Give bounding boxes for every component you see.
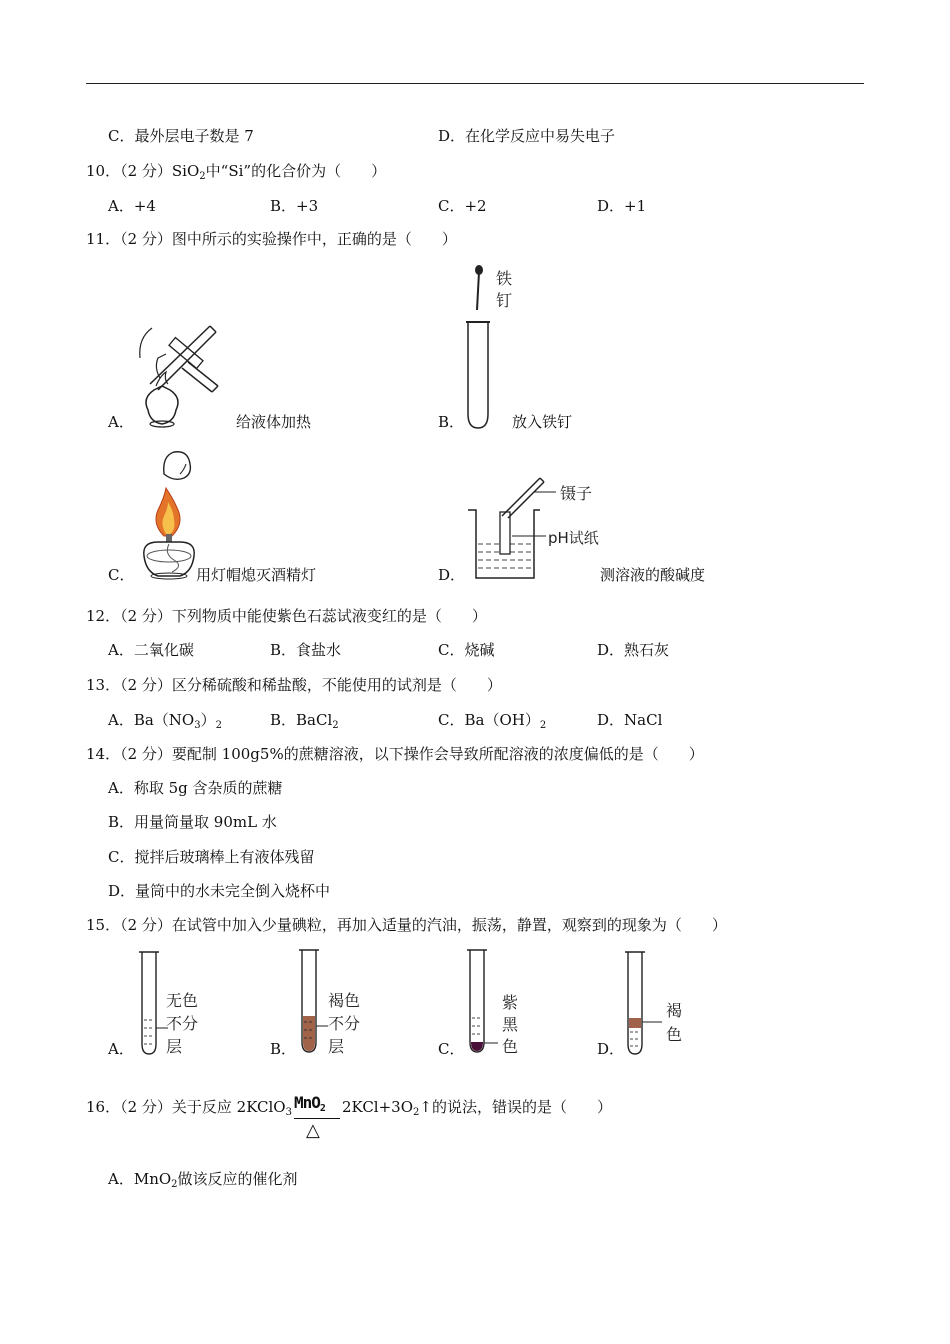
tube-c-label-3: 色 <box>502 1037 519 1056</box>
q10-option-d: D．+1 <box>597 197 647 215</box>
q11-option-d-caption: 测溶液的酸碱度 <box>600 566 706 584</box>
reaction-condition: MnO$_2$ △ <box>292 1097 342 1117</box>
tube-d-label-1: 褐 <box>666 1001 683 1020</box>
tube-b-figure <box>296 946 376 1056</box>
q11-stem: 11．（2 分）图中所示的实验操作中，正确的是（ ） <box>86 230 457 248</box>
q12-stem: 12．（2 分）下列物质中能使紫色石蕊试液变红的是（ ） <box>86 607 487 625</box>
tube-b-label-2: 不分 <box>328 1014 361 1033</box>
tube-c-figure <box>464 946 544 1056</box>
q13-option-a: A．$Ba(NO_3)_2$ <box>108 711 222 731</box>
tube-c-label-2: 黑 <box>502 1015 519 1034</box>
q14-option-b: B．用量筒量取 90mL 水 <box>108 813 277 831</box>
ph-paper-label: pH试纸 <box>548 529 599 547</box>
q14-option-d: D．量筒中的水未完全倒入烧杯中 <box>108 882 331 900</box>
iron-nail-tube-figure <box>462 262 522 432</box>
tube-c-label-1: 紫 <box>502 993 519 1012</box>
q11-option-c-letter: C． <box>108 566 135 584</box>
q12-option-c: C．烧碱 <box>438 641 495 659</box>
q13-option-d: D．NaCl <box>597 711 663 729</box>
q15-stem: 15．（2 分）在试管中加入少量碘粒，再加入适量的汽油，振荡，静置，观察到的现象为（ ） <box>86 916 727 934</box>
q11-option-d-letter: D． <box>438 566 466 584</box>
q11-option-a-letter: A． <box>108 413 134 431</box>
q11-option-a-caption: 给液体加热 <box>236 413 312 431</box>
q11-option-b-caption: 放入铁钉 <box>512 413 573 431</box>
header-rule <box>86 83 864 84</box>
q12-option-a: A．二氧化碳 <box>108 641 194 659</box>
q14-stem: 14．（2 分）要配制 100g5%的蔗糖溶液，以下操作会导致所配溶液的浓度偏低的是（ ） <box>86 745 704 763</box>
tube-a-label-1: 无色 <box>166 991 199 1010</box>
q10-stem: 10．（2 分）SiO$_2$中“Si”的化合价为（ ） <box>86 162 387 182</box>
tube-a-label-2: 不分 <box>166 1014 199 1033</box>
q15-option-c-letter: C． <box>438 1040 465 1058</box>
q14-option-a: A．称取 5g 含杂质的蔗糖 <box>108 779 283 797</box>
tube-b-label-1: 褐色 <box>328 991 361 1010</box>
q15-option-b-letter: B． <box>270 1040 297 1058</box>
tube-b-label-3: 层 <box>328 1037 345 1056</box>
q16-stem: 16．（2 分）关于反应 2KClO$_3$ MnO$_2$ △ $2KCl+3O_2↑$的说法，错误的是（ ） <box>86 1093 612 1141</box>
q13-stem: 13．（2 分）区分稀硫酸和稀盐酸，不能使用的试剂是（ ） <box>86 676 502 694</box>
q15-option-a-letter: A． <box>108 1040 134 1058</box>
q15-option-d-letter: D． <box>597 1040 625 1058</box>
q9-option-c: C．最外层电子数是 7 <box>108 127 254 145</box>
tweezers-label: 镊子 <box>560 484 593 503</box>
tube-d-figure <box>622 948 702 1058</box>
tube-a-label-3: 层 <box>166 1037 183 1056</box>
tube-a-figure <box>136 948 216 1058</box>
heating-liquid-figure <box>136 318 222 430</box>
q11-option-c-caption: 用灯帽熄灭酒精灯 <box>196 566 317 584</box>
ph-test-figure <box>464 472 606 584</box>
q9-option-d: D．在化学反应中易失电子 <box>438 127 616 145</box>
q10-option-b: B．+3 <box>270 197 319 215</box>
q13-option-b: B．BaCl$_2$ <box>270 711 339 731</box>
q14-option-c: C．搅拌后玻璃棒上有液体残留 <box>108 848 315 866</box>
q16-option-a: A．MnO$_2$做该反应的催化剂 <box>108 1170 298 1190</box>
q11-option-b-letter: B． <box>438 413 465 431</box>
q12-option-b: B．食盐水 <box>270 641 342 659</box>
q12-option-d: D．熟石灰 <box>597 641 670 659</box>
alcohol-lamp-figure <box>134 444 204 584</box>
q10-option-a: A．+4 <box>108 197 156 215</box>
q10-option-c: C．+2 <box>438 197 487 215</box>
iron-nail-label-1: 铁 <box>496 269 513 288</box>
iron-nail-label-2: 钉 <box>496 291 513 310</box>
tube-d-label-2: 色 <box>666 1025 683 1044</box>
q13-option-c: C．$Ba(OH)_2$ <box>438 711 547 731</box>
